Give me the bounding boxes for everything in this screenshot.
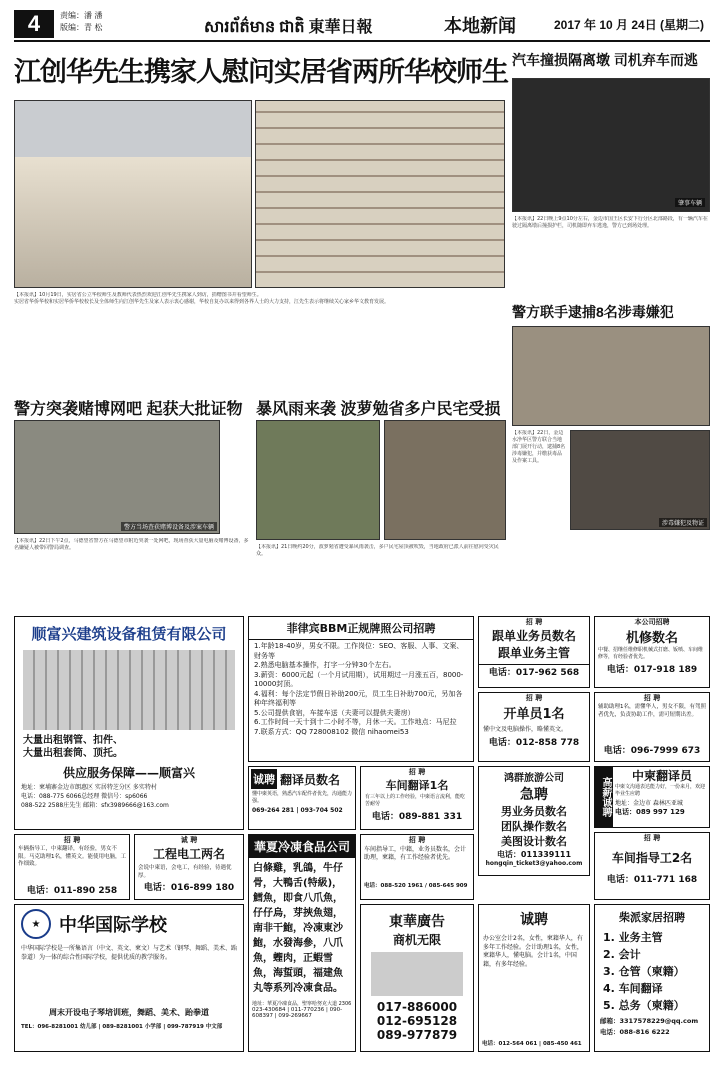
editor-credits: 责编：潘 潘 版编：青 松 — [60, 11, 103, 32]
rental-slogan: 供应服务保障——顺富兴 — [62, 766, 195, 780]
storm-body: 【本报讯】21日晚约20分，波萝勉省遭受暴风雨袭击，多户民宅屋顶被吹毁，当地政府已派人前往慰问受灾民众。 — [256, 544, 499, 557]
translator-ad: 诚聘 翻译员数名 懂中柬英语，熟悉汽车配件者优先，沟通能力强。 069-264 281 | 093-704 502 — [248, 766, 356, 830]
rental-contact: 地址：柬埔寨金边市朗惠区 实居特芝分区 多实特村 电话：088-775 6066总经理 微信号：sp6066 088-522 2588庄先生 邮箱：sfx3989666@163.com — [21, 784, 169, 809]
masthead: សារព័ត៌មាន ជាតិ 東華日報 — [204, 19, 373, 36]
assistant-ad: 招 聘 辅助助理1名，需懂华人，男女不限，有驾照者优先，负责协助工作，需可短期出差。 电话：096-7999 673 — [594, 692, 710, 762]
raid-headline: 警方突袭赌博网吧 起获大批证物 — [14, 401, 243, 418]
storm-headline: 暴风雨来袭 波萝勉省多户民宅受损 — [256, 401, 501, 418]
page-header — [14, 8, 710, 42]
rental-lines: 大量出租钢管、扣件、 大量出租套筒、顶托。 — [23, 735, 123, 759]
dongfang-ad: 東華廣告 商机无限 017-886000 012-695128 089-977879 — [360, 904, 474, 1052]
cn-translator-ad: 高薪诚聘 中柬翻译员 中柬文沟通表达能力好，一份来月，欢迎毕业生应聘 地址：金边市 森林匹亚城 电话：089 997 129 — [594, 766, 710, 828]
workshop2-ad: 招 聘 车间指导工，中籍，业务员数名，会计助理，柬籍，有工作经验者优先。 电话：088-520 1961 / 085-645 909 — [360, 834, 474, 900]
sales-ad: 招 聘 跟单业务员数名 跟单业务主管 电话：017-962 568 — [478, 616, 590, 688]
suspects-photo — [512, 326, 710, 426]
issue-date: 2017 年 10 月 24日 (星期二) — [554, 18, 705, 32]
car-photo-caption: 肇事车辆 — [675, 198, 705, 207]
page-number: 4 — [14, 10, 54, 38]
school-group-photo — [14, 100, 252, 288]
section-title: 本地新闻 — [444, 16, 516, 36]
raid-photo-caption: 警方当场查获赌博设备及涉案车辆 — [121, 522, 217, 531]
main-story-body: 【本报讯】10月19日，实居省公立华校师生及教师代表热烈欢迎江创华先生携家人到访，捐赠图书并看望师生。 实居省华侨华校和实居华侨华校校长及全体师生向江创华先生及家人表示衷心感谢，华校自复办以来得到各界人士的大力支持，江先生表示将继续关心家乡华文教育发展。 — [14, 292, 390, 305]
electric-ad: 诚 聘 工程电工两名 会说中柬语，会电工，有经验，待遇优厚。 电话：016-899 180 — [134, 834, 244, 900]
car-accident-photo — [512, 78, 710, 212]
dongfang-image — [371, 952, 463, 996]
evidence-photo — [570, 430, 710, 530]
storm-photo-2 — [384, 420, 506, 540]
raid-photo — [14, 420, 220, 534]
side-story-body: 【本报讯】22日晚上9点10分左右，金边市国王区长安下行分区北部路段，有一辆汽车在驶过隔离墩后撞损护栏，司机随即弃车逃逸，警方已到场处理。 — [512, 216, 708, 229]
pipes-image — [23, 650, 235, 730]
food-ad: 華夏冷凍食品公司 白條雞，乳鴿，牛仔骨，大鴨舌(特級)，鱈魚，即食八爪魚，仔仔烏，芽挾魚翅，南非干鮑，冷凍東沙鮑，水發海參，八爪魚，蟶肉，正蝦雪魚，海蜇頭，福建魚丸等系列冷凍食品。 地址：華夏冷凍食品，聖寧哈努克大道 2306 023-430684 | 011-770236 | 090-608397 | 099-269667 — [248, 834, 356, 1052]
school-title: 中华国际学校 — [59, 915, 167, 936]
workshop-ad: 招 聘 车间翻译1名 有三年以上的工作经验，中柬语言流利，能吃苦耐劳 电话：089-881 331 — [360, 766, 474, 830]
drug-headline: 警方联手逮捕8名涉毒嫌犯 — [512, 304, 674, 320]
bbm-items: 1.年龄18-40岁，男女不限。工作岗位：SEO、客服、人事、文案、财务等 2.熟悉电脑基本操作，打字一分钟30个左右。 3.薪资：6000元起（一个月试用期），试用期过一月涨五百，8000-10000封顶。 4.福利：每个法定节假日补助200元，员工生日补助700元，另加各种年终福利等 5.公司提供食宿，车接车送（夫妻可以提供夫妻房） 6.工作时间一天十到十二小时不等，月休一天。工作地点：马尼拉 7.联系方式：QQ 728008102 微信 nihaomei53 — [254, 642, 464, 736]
bbm-title: 菲律宾BBM正规牌照公司招聘 — [249, 617, 473, 640]
bbm-ad — [248, 616, 474, 762]
raid-body: 【本报讯】22日下午2点，马德望省警方在马德望市附近突袭一处网吧，现场查获大量电脑及赌博设备，多名嫌疑人被带回警局调查。 — [14, 538, 249, 551]
foreman-ad: 招 聘 车间指导工2名 电话：011-771 168 — [594, 832, 710, 900]
library-photo — [255, 100, 505, 288]
mechanic-ad: 本公司招聘 机修数名 中餐、招继任维修职机械式打磨、钣喷、车间维修等，有经验者优先。 电话：017-918 189 — [594, 616, 710, 688]
side-headline: 汽车撞损隔离墩 司机弃车而逃 — [512, 52, 698, 68]
accountant-ad: 招 聘 开单员1名 懂中文及电脑操作，略懂英文。 电话：012-858 778 — [478, 692, 590, 762]
rental-ad — [14, 616, 244, 830]
storm-photo-1 — [256, 420, 380, 540]
main-headline: 江创华先生携家人慰问实居省两所华校师生 — [14, 57, 508, 87]
school-ad: ★ 中华国际学校 中华国际学校是一所集语言（中文、英文、柬文）与艺术（钢琴、舞蹈、美术、跆拳道）为一体的综合性国际学校，提供优质的教学服务。 周末开设电子琴培训班，舞蹈、美术、跆拳道 TEL：096-8281001 幼儿部 | 089-8281001 小学部 | 099-787919 中文部 — [14, 904, 244, 1052]
recruit-ad: 诚聘 办公室会计2名，女性，柬籍华人，有多年工作经验。会计助理1名，女性，柬籍华人，懂电脑。会计1名，中国籍，有多年经验。 电话：012-564 061 | 085-450 461 — [478, 904, 590, 1052]
travel-ad: 鸿群旅游公司 急聘 男业务员数名 团队操作数名 美图设计数名 电话：011339111 hongqin_ticket3@yahoo.com — [478, 766, 590, 876]
rental-title: 顺富兴建筑设备租赁有限公司 — [31, 625, 227, 643]
driver-ad: 招 聘 车辆指导工，中柬翻译，有经验，男女不限。马克助理1名，懂英文。能使用电脑，工作细致。 电话：011-890 258 — [14, 834, 130, 900]
evidence-caption: 涉毒嫌犯及物证 — [659, 518, 707, 527]
school-logo-icon: ★ — [21, 909, 51, 939]
household-items: 1. 业务主管 2. 会计 3. 仓管（柬籍） 4. 车间翻译 5. 总务（柬籍） — [603, 931, 685, 1012]
household-ad: 柴派家居招聘 1. 业务主管 2. 会计 3. 仓管（柬籍） 4. 车间翻译 5. 总务（柬籍） 邮箱：3317578229@qq.com 电话：088-816 6222 — [594, 904, 710, 1052]
drug-body: 【本报讯】22日，金边水净华区警方联合当地部门展开行动，逮捕8名涉毒嫌犯，并缴获毒品及作案工具。 — [512, 430, 566, 464]
